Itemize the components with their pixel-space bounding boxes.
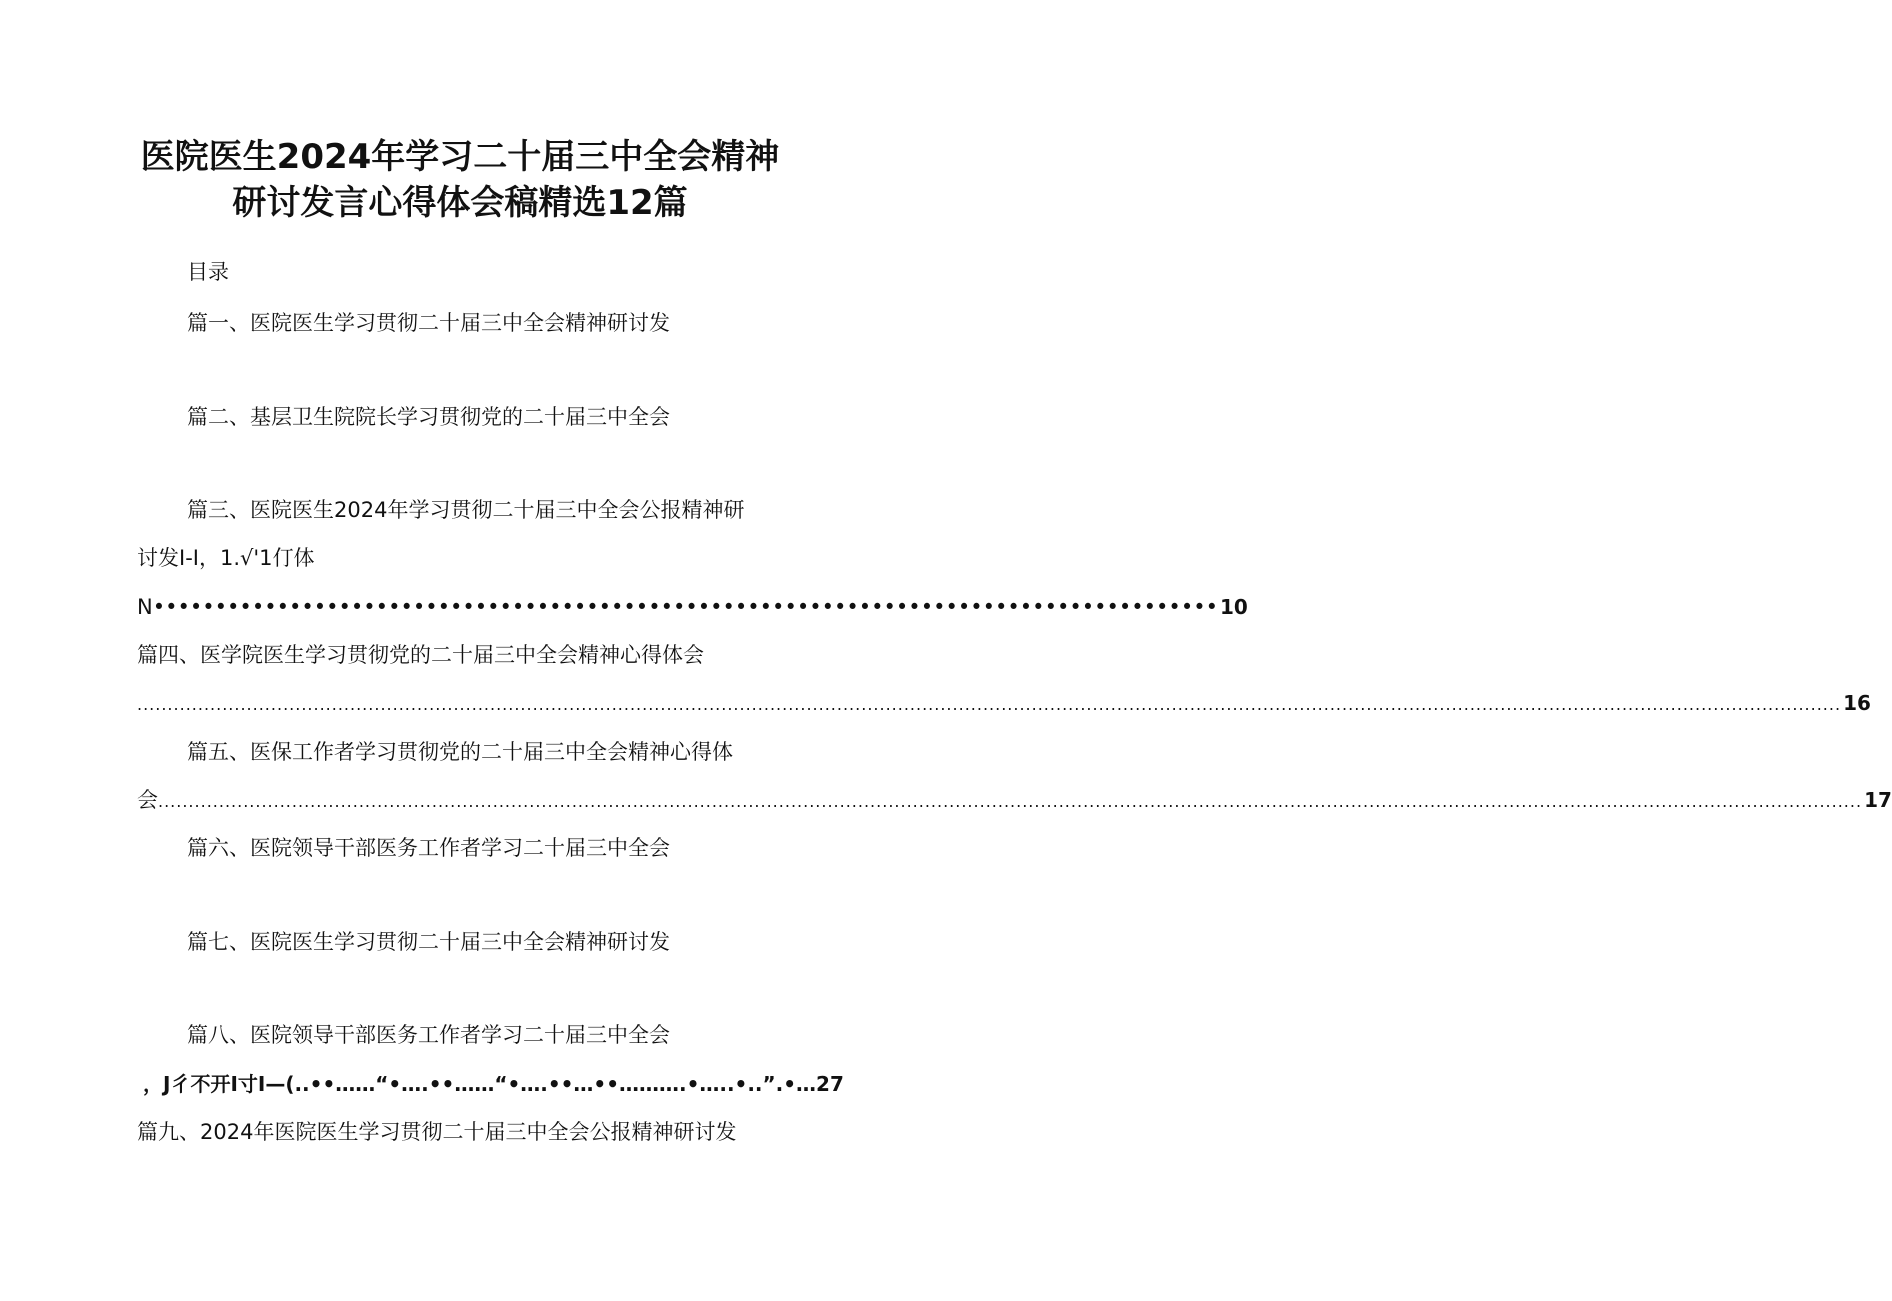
toc-entry-7: 篇七、医院医生学习贯彻二十届三中全会精神研讨发 (187, 930, 670, 954)
toc-entry-8-line-2: ，J彳不开I寸I—(..••……“•….••……“•….••…••……….•…..•..”.•…27 (143, 1072, 844, 1096)
toc-entry-5-leader-prefix: 会 (137, 788, 158, 812)
toc-entry-5-line-1: 篇五、医保工作者学习贯彻党的二十届三中全会精神心得体 (187, 740, 733, 764)
toc-entry-3-line-1: 篇三、医院医生2024年学习贯彻二十届三中全会公报精神研 (187, 498, 745, 522)
toc-entry-5-page-number: 17 (1864, 788, 1892, 812)
toc-entry-3-leader (137, 593, 1248, 621)
dot-leader: •••••••••••••••••••••••••••••••••••••••••••••••••••••••••••••••••••••••••••••••••••••• (152, 595, 1218, 619)
toc-entry-3-leader-prefix: N (137, 595, 153, 619)
toc-entry-8-line-1: 篇八、医院领导干部医务工作者学习二十届三中全会 (187, 1023, 670, 1047)
dot-leader: ........................................................................................................................................................................................................................................................................................ (137, 695, 1842, 714)
toc-entry-2: 篇二、基层卫生院院长学习贯彻党的二十届三中全会 (187, 405, 670, 429)
toc-entry-3-line-2: 讨发I-I，1.√'1仃体 (137, 546, 315, 570)
toc-heading: 目录 (187, 260, 229, 284)
document-title-line-2: 研讨发言心得体会稿精选12篇 (232, 183, 688, 223)
toc-entry-4-line-1: 篇四、医学院医生学习贯彻党的二十届三中全会精神心得体会 (137, 643, 704, 667)
toc-entry-5-leader (137, 786, 1892, 816)
document-title-line-1: 医院医生2024年学习二十届三中全会精神 (140, 137, 780, 177)
toc-entry-9: 篇九、2024年医院医生学习贯彻二十届三中全会公报精神研讨发 (137, 1120, 737, 1144)
toc-entry-1: 篇一、医院医生学习贯彻二十届三中全会精神研讨发 (187, 311, 670, 335)
toc-entry-4-leader (137, 689, 1871, 719)
toc-entry-3-page-number: 10 (1219, 595, 1248, 619)
dot-leader: ........................................................................................................................................................................................................................................................................................ (158, 792, 1863, 811)
toc-entry-4-page-number: 16 (1843, 691, 1871, 715)
toc-entry-6: 篇六、医院领导干部医务工作者学习二十届三中全会 (187, 836, 670, 860)
